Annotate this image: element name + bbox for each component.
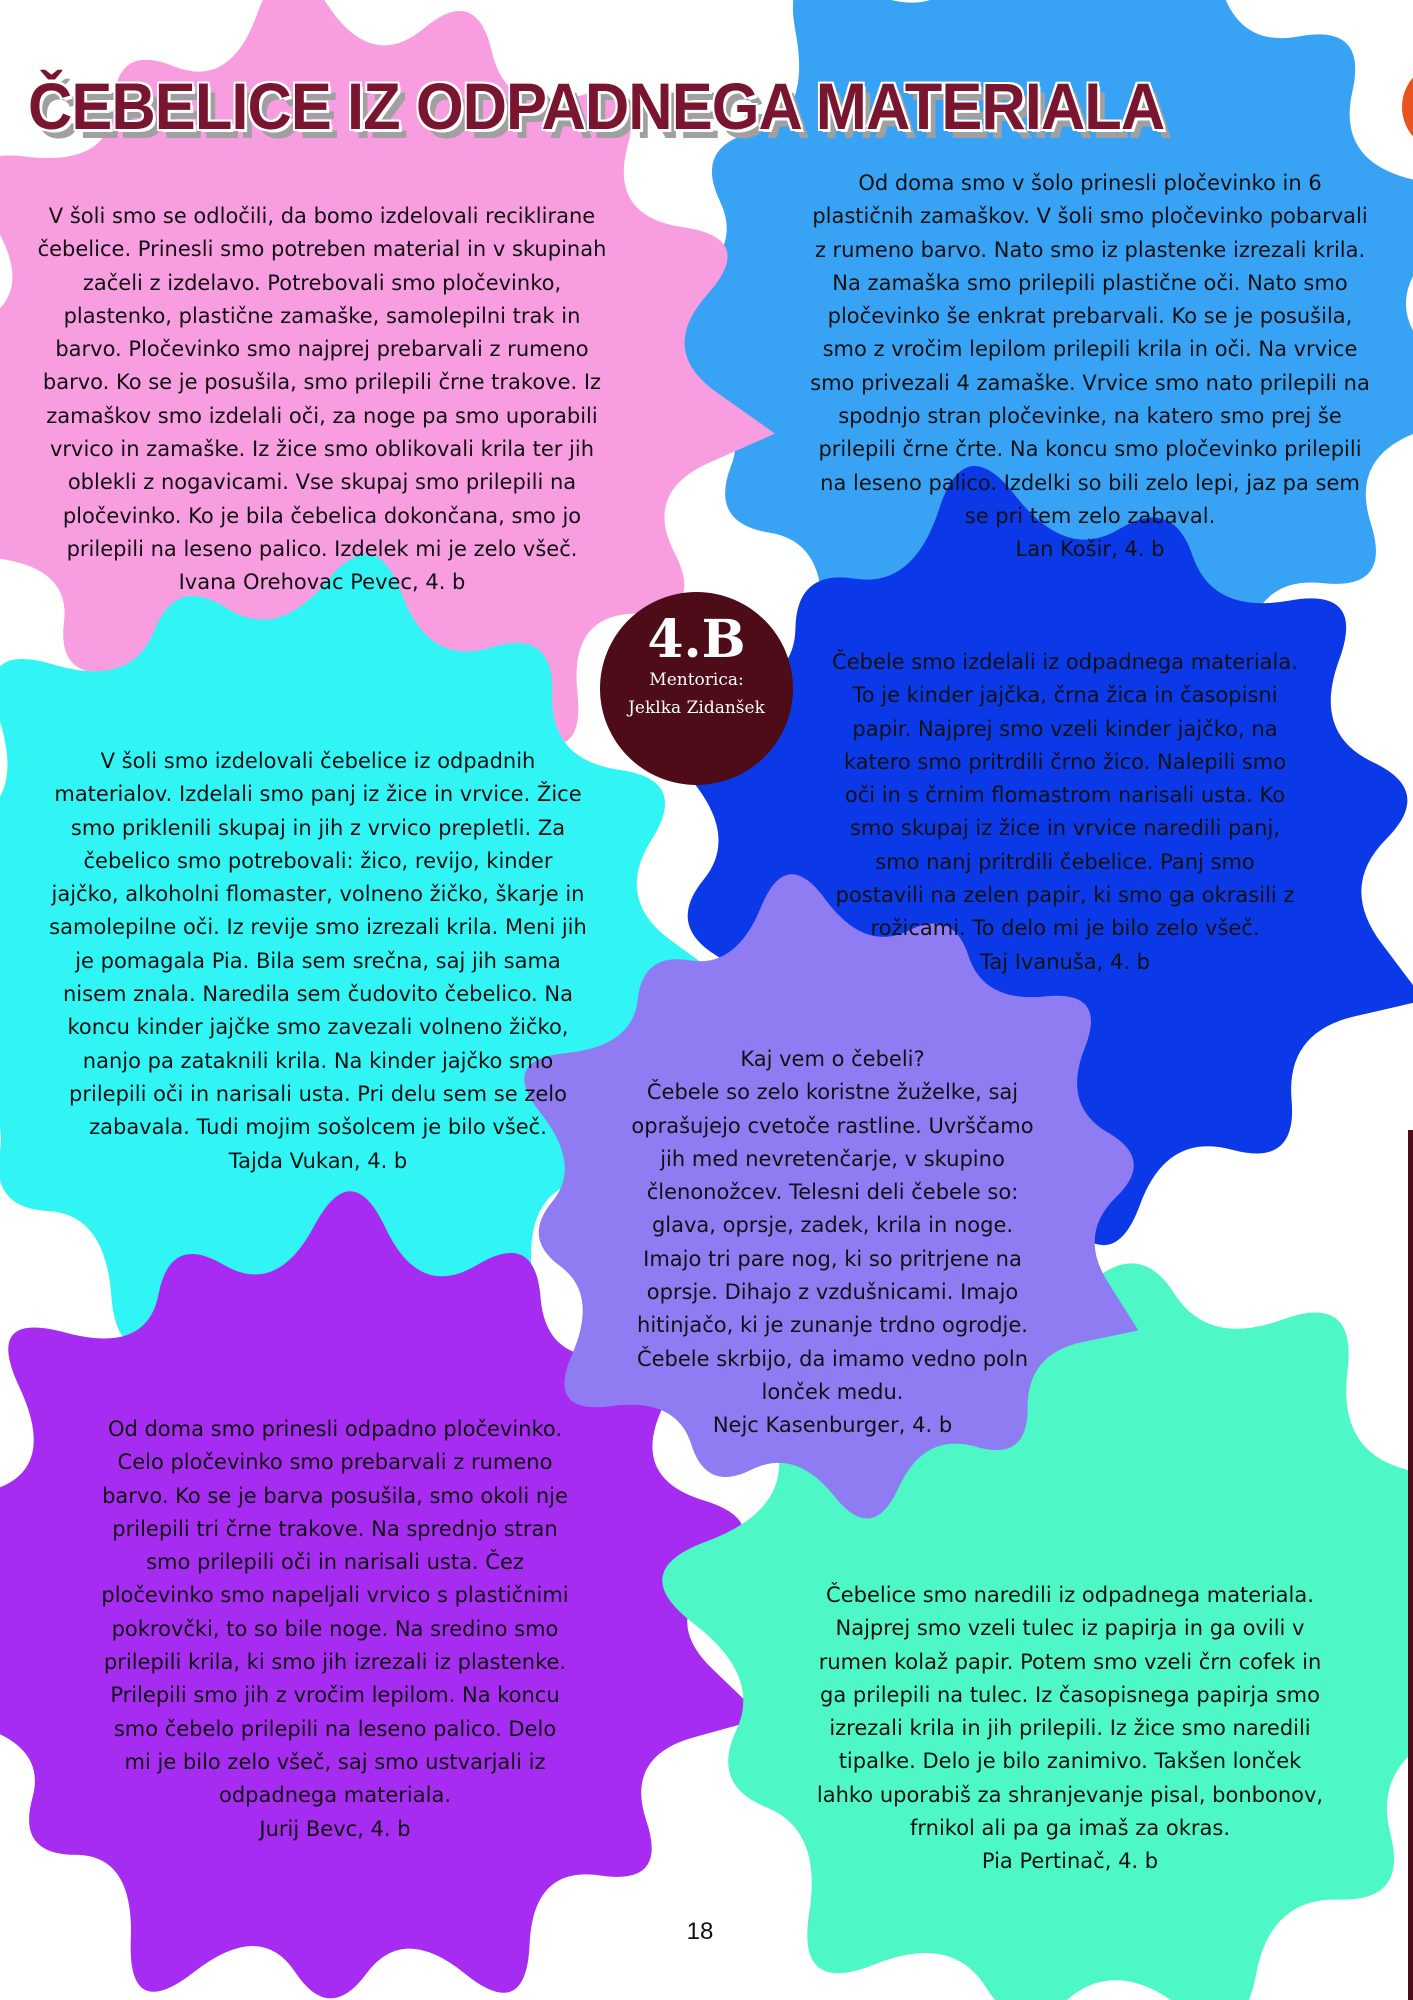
article-line: rumen kolaž papir. Potem smo vzeli črn cofek in xyxy=(818,1649,1322,1674)
article-line: prilepili oči in narisali usta. Pri delu sem se zelo xyxy=(69,1081,567,1106)
article-line: smo čebelo prilepili na leseno palico. Delo xyxy=(113,1716,557,1741)
article-line: prilepili črne črte. Na koncu smo pločevinko prilepili xyxy=(818,437,1362,462)
article-line: Prilepili smo jih z vročim lepilom. Na koncu xyxy=(110,1683,560,1708)
article-line: smo z vročim lepilom prilepili krila in oči. Na vrvice xyxy=(822,337,1358,362)
article-line: se pri tem zelo zabaval. xyxy=(964,503,1216,528)
article-text xyxy=(800,1579,1340,1845)
article-line: samolepilne oči. Iz revije smo izrezali krila. Meni jih xyxy=(49,915,587,940)
article-line: Čebelice smo naredili iz odpadnega materiala. xyxy=(826,1583,1314,1607)
article-line: oprsje. Dihajo z vzdušnicami. Imajo xyxy=(646,1280,1019,1305)
article-line: Čebele so zelo koristne žuželke, saj xyxy=(646,1080,1019,1105)
article-line: barvo. Ko se je barva posušila, smo okoli nje xyxy=(102,1483,568,1508)
article-line: materialov. Izdelali smo panj iz žice in vrvice. Žice xyxy=(54,782,582,807)
article-line: izrezali krila in jih prilepili. Iz žice smo naredili xyxy=(829,1716,1311,1741)
article-line: ga prilepili na tulec. Iz časopisnega papirja smo xyxy=(820,1682,1320,1707)
article-line: glava, oprsje, zadek, krila in noge. xyxy=(651,1213,1014,1238)
article-author: Lan Košir, 4. b xyxy=(1015,537,1165,562)
article-line: Celo pločevinko smo prebarvali z rumeno xyxy=(117,1450,553,1475)
article-line: lonček medu. xyxy=(761,1379,904,1404)
article-author: Pia Pertinač, 4. b xyxy=(981,1849,1159,1874)
article-line: tipalke. Delo je bilo zanimivo. Takšen lonček xyxy=(838,1749,1302,1774)
article-line: koncu kinder jajčke smo zavezali volneno žičko, xyxy=(67,1015,569,1040)
article-line: členonožcev. Telesni deli čebele so: xyxy=(646,1180,1019,1205)
article-line: čebelice. Prinesli smo potreben material in v skupinah xyxy=(37,237,607,262)
article-line: rožicami. To delo mi je bilo zelo všeč. xyxy=(870,916,1260,941)
class-label: 4.B xyxy=(647,609,746,670)
article-line: smo priklenili skupaj in jih z vrvico prepletli. Za xyxy=(70,815,566,840)
article-line: vrvico in zamaške. Iz žice smo oblikovali krila ter jih xyxy=(49,437,595,462)
article-line: pločevinko. Ko je bila čebelica dokončana, smo jo xyxy=(62,503,582,528)
article-line: je pomagala Pia. Bila sem srečna, saj jih sama xyxy=(75,948,561,973)
mentor-name: Jeklka Zidanšek xyxy=(628,698,765,718)
article-text xyxy=(800,167,1380,533)
article-line: čebelico smo potrebovali: žico, revijo, kinder xyxy=(83,848,553,873)
article-line: prilepili na leseno palico. Izdelek mi je zelo všeč. xyxy=(66,536,578,561)
article-line: pločevinko še enkrat prebarvali. Ko se je posušila, xyxy=(827,304,1353,329)
article-line: Imajo tri pare nog, ki so pritrjene na xyxy=(643,1246,1022,1271)
article-line: V šoli smo izdelovali čebelice iz odpadnih xyxy=(100,749,536,773)
article-line: V šoli smo se odločili, da bomo izdelovali reciklirane xyxy=(48,204,596,228)
article-line: pokrovčki, to so bile noge. Na sredino smo xyxy=(111,1616,559,1641)
article-text xyxy=(22,200,622,566)
page-title: ČEBELICE IZ ODPADNEGA MATERIALA xyxy=(28,69,1165,143)
article-line: smo prilepili oči in narisali usta. Čez xyxy=(146,1550,524,1575)
article-line: odpadnega materiala. xyxy=(218,1783,451,1808)
article-author: Ivana Orehovac Pevec, 4. b xyxy=(178,570,466,595)
article-line: barvo. Ko se je posušila, smo prilepili črne trakove. Iz xyxy=(42,370,602,395)
article-lan xyxy=(800,167,1380,567)
article-ivana xyxy=(22,200,622,600)
article-text xyxy=(18,745,618,1145)
article-line: mi je bilo zelo všeč, saj smo ustvarjali iz xyxy=(124,1749,546,1774)
article-author: Jurij Bevc, 4. b xyxy=(259,1816,411,1841)
article-text xyxy=(80,1413,590,1813)
article-tajda xyxy=(18,745,618,1178)
article-line: hitinjačo, ki je zunanje trdno ogrodje. xyxy=(637,1313,1028,1338)
article-author: Taj Ivanuša, 4. b xyxy=(979,949,1151,974)
article-line: jajčko, alkoholni flomaster, volneno žičko, škarje in xyxy=(51,882,585,907)
article-line: papir. Najprej smo vzeli kinder jajčko, na xyxy=(852,716,1278,741)
article-line: oblekli z nogavicami. Vse skupaj smo prilepili na xyxy=(67,470,577,495)
article-line: spodnjo stran pločevinke, na katero smo prej še xyxy=(838,404,1342,429)
article-nejc xyxy=(620,1043,1045,1443)
article-line: Najprej smo vzeli tulec iz papirja in ga ovili v xyxy=(835,1616,1305,1641)
article-text xyxy=(800,646,1330,946)
article-line: frnikol ali pa ga imaš za okras. xyxy=(909,1816,1230,1841)
page-edge-bar xyxy=(1408,1130,1413,2000)
article-line: na leseno palico. Izdelki so bili zelo lepi, jaz pa sem xyxy=(820,470,1360,495)
article-line: z rumeno barvo. Nato smo iz plastenke izrezali krila. xyxy=(814,237,1366,262)
class-badge xyxy=(600,592,793,785)
article-line: smo privezali 4 zamaške. Vrvice smo nato prilepili na xyxy=(810,370,1370,395)
article-line: nanjo pa zataknili krila. Na kinder jajčko smo xyxy=(82,1048,554,1073)
article-pia xyxy=(800,1579,1340,1879)
article-text xyxy=(620,1043,1045,1409)
article-line: jih med nevretenčarje, v skupino xyxy=(660,1146,1005,1171)
mentor-label: Mentorica: xyxy=(649,670,744,690)
article-line: postavili na zelen papir, ki smo ga okrasili z xyxy=(835,883,1295,908)
article-line: Na zamaška smo prilepili plastične oči. Nato smo xyxy=(832,270,1348,295)
article-line: zamaškov smo izdelali oči, za noge pa smo uporabili xyxy=(46,403,598,428)
article-author: Nejc Kasenburger, 4. b xyxy=(712,1413,953,1438)
article-line: lahko uporabiš za shranjevanje pisal, bonbonov, xyxy=(816,1782,1324,1807)
article-line: To je kinder jajčka, črna žica in časopisni xyxy=(852,683,1278,708)
article-line: nisem znala. Naredila sem čudovito čebelico. Na xyxy=(63,982,573,1007)
article-jurij xyxy=(80,1413,590,1846)
article-line: katero smo pritrdili črno žico. Nalepili smo xyxy=(843,749,1287,774)
article-line: Kaj vem o čebeli? xyxy=(740,1047,925,1071)
article-author: Tajda Vukan, 4. b xyxy=(228,1148,408,1173)
article-line: Čebele smo izdelali iz odpadnega materiala. xyxy=(832,650,1298,674)
article-line: zabavala. Tudi mojim sošolcem je bilo všeč. xyxy=(89,1115,547,1140)
article-line: oprašujejo cvetoče rastline. Uvrščamo xyxy=(631,1113,1034,1138)
article-line: Od doma smo v šolo prinesli pločevinko in 6 xyxy=(858,171,1322,195)
article-line: pločevinko smo napeljali vrvico s plastičnimi xyxy=(101,1583,569,1608)
article-taj xyxy=(800,646,1330,979)
article-line: oči in s črnim flomastrom narisali usta. Ko xyxy=(844,783,1286,808)
article-line: plastičnih zamaškov. V šoli smo pločevinko pobarvali xyxy=(812,204,1368,229)
article-line: smo skupaj iz žice in vrvice naredili panj, xyxy=(849,816,1280,841)
article-line: plastenko, plastične zamaške, samolepilni trak in xyxy=(63,303,581,328)
page-number: 18 xyxy=(686,1918,714,1945)
article-line: prilepili krila, ki smo jih izrezali iz plastenke. xyxy=(103,1650,567,1675)
article-line: Čebele skrbijo, da imamo vedno poln xyxy=(636,1346,1029,1371)
article-line: začeli z izdelavo. Potrebovali smo pločevinko, xyxy=(82,270,562,295)
article-line: barvo. Pločevinko smo najprej prebarvali z rumeno xyxy=(55,337,589,362)
article-line: prilepili tri črne trakove. Na sprednjo stran xyxy=(112,1516,558,1541)
article-line: smo nanj pritrdili čebelice. Panj smo xyxy=(875,849,1255,874)
article-line: Od doma smo prinesli odpadno pločevinko. xyxy=(107,1417,563,1441)
